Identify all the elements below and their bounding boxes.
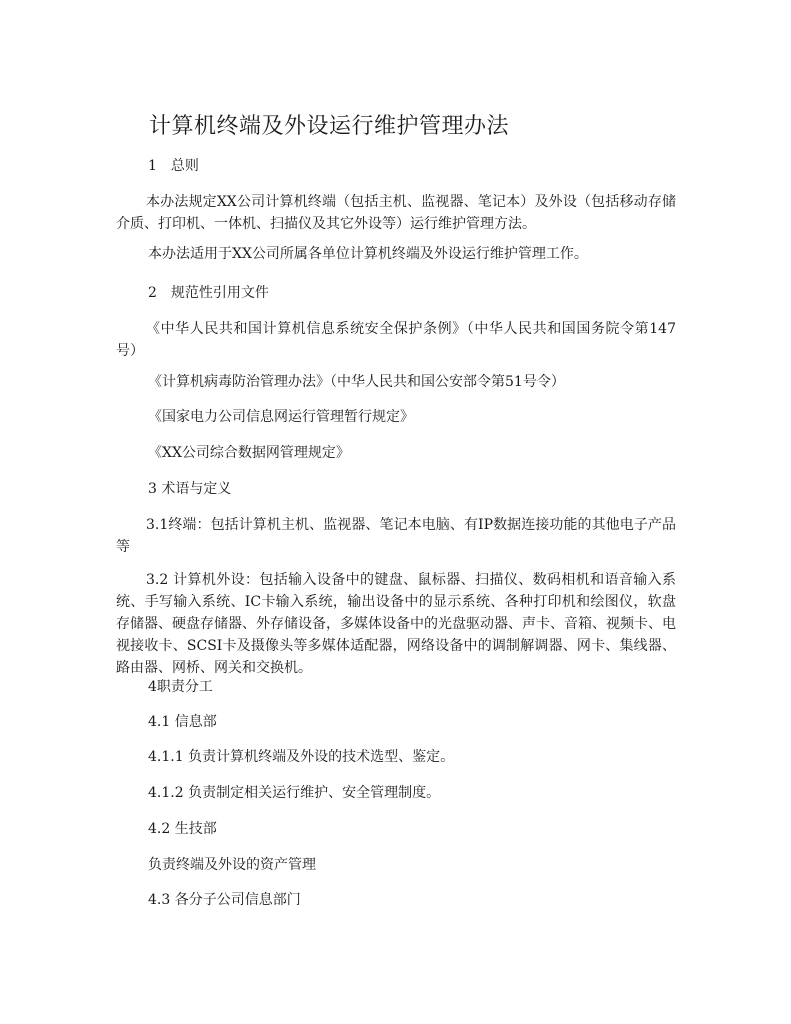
section-4-1-heading: 4.1 信息部 xyxy=(148,714,217,730)
reference-3: 《国家电力公司信息网运行管理暂行规定》 xyxy=(148,409,414,425)
definition-peripherals: 3.2 计算机外设：包括输入设备中的键盘、鼠标器、扫描仪、数码相机和语音输入系统、手写输入系统、IC卡输入系统，输出设备中的显示系统、各种打印机和绘图仪，软盘存储器、硬盘存储器、外存储设备，多媒体设备中的光盘驱动器、声卡、音箱、视频卡、电视接收卡、SCSI卡及摄像头等多媒体适配器，网络设备中的调制解调器、网卡、集线器、路由器、网桥、网关和交换机。 xyxy=(116,572,676,676)
section-4-1-2: 4.1.2 负责制定相关运行维护、安全管理制度。 xyxy=(148,785,441,801)
section-2-heading: 2 规范性引用文件 xyxy=(148,285,269,301)
section-4-3-heading: 4.3 各分子公司信息部门 xyxy=(148,892,301,908)
definition-terminal: 3.1终端：包括计算机主机、监视器、笔记本电脑、有IP数据连接功能的其他电子产品等 xyxy=(116,517,676,555)
reference-2: 《计算机病毒防治管理办法》（中华人民共和国公安部令第51号令） xyxy=(148,374,565,390)
paragraph-applicability: 本办法适用于XX公司所属各单位计算机终端及外设运行维护管理工作。 xyxy=(148,246,588,262)
section-3-heading: 3 术语与定义 xyxy=(148,481,232,497)
document-title: 计算机终端及外设运行维护管理办法 xyxy=(149,114,510,139)
section-1-heading: 1 总则 xyxy=(148,158,199,174)
section-4-1-1: 4.1.1 负责计算机终端及外设的技术选型、鉴定。 xyxy=(148,749,455,765)
paragraph-scope: 本办法规定XX公司计算机终端（包括主机、监视器、笔记本）及外设（包括移动存储介质、打印机、一体机、扫描仪及其它外设等）运行维护管理方法。 xyxy=(116,194,676,232)
reference-1: 《中华人民共和国计算机信息系统安全保护条例》（中华人民共和国国务院令第147号） xyxy=(116,321,676,359)
section-4-2-heading: 4.2 生技部 xyxy=(148,821,217,837)
reference-4: 《XX公司综合数据网管理规定》 xyxy=(148,445,350,461)
section-4-heading: 4职责分工 xyxy=(148,679,213,695)
section-4-2-text: 负责终端及外设的资产管理 xyxy=(148,857,316,873)
